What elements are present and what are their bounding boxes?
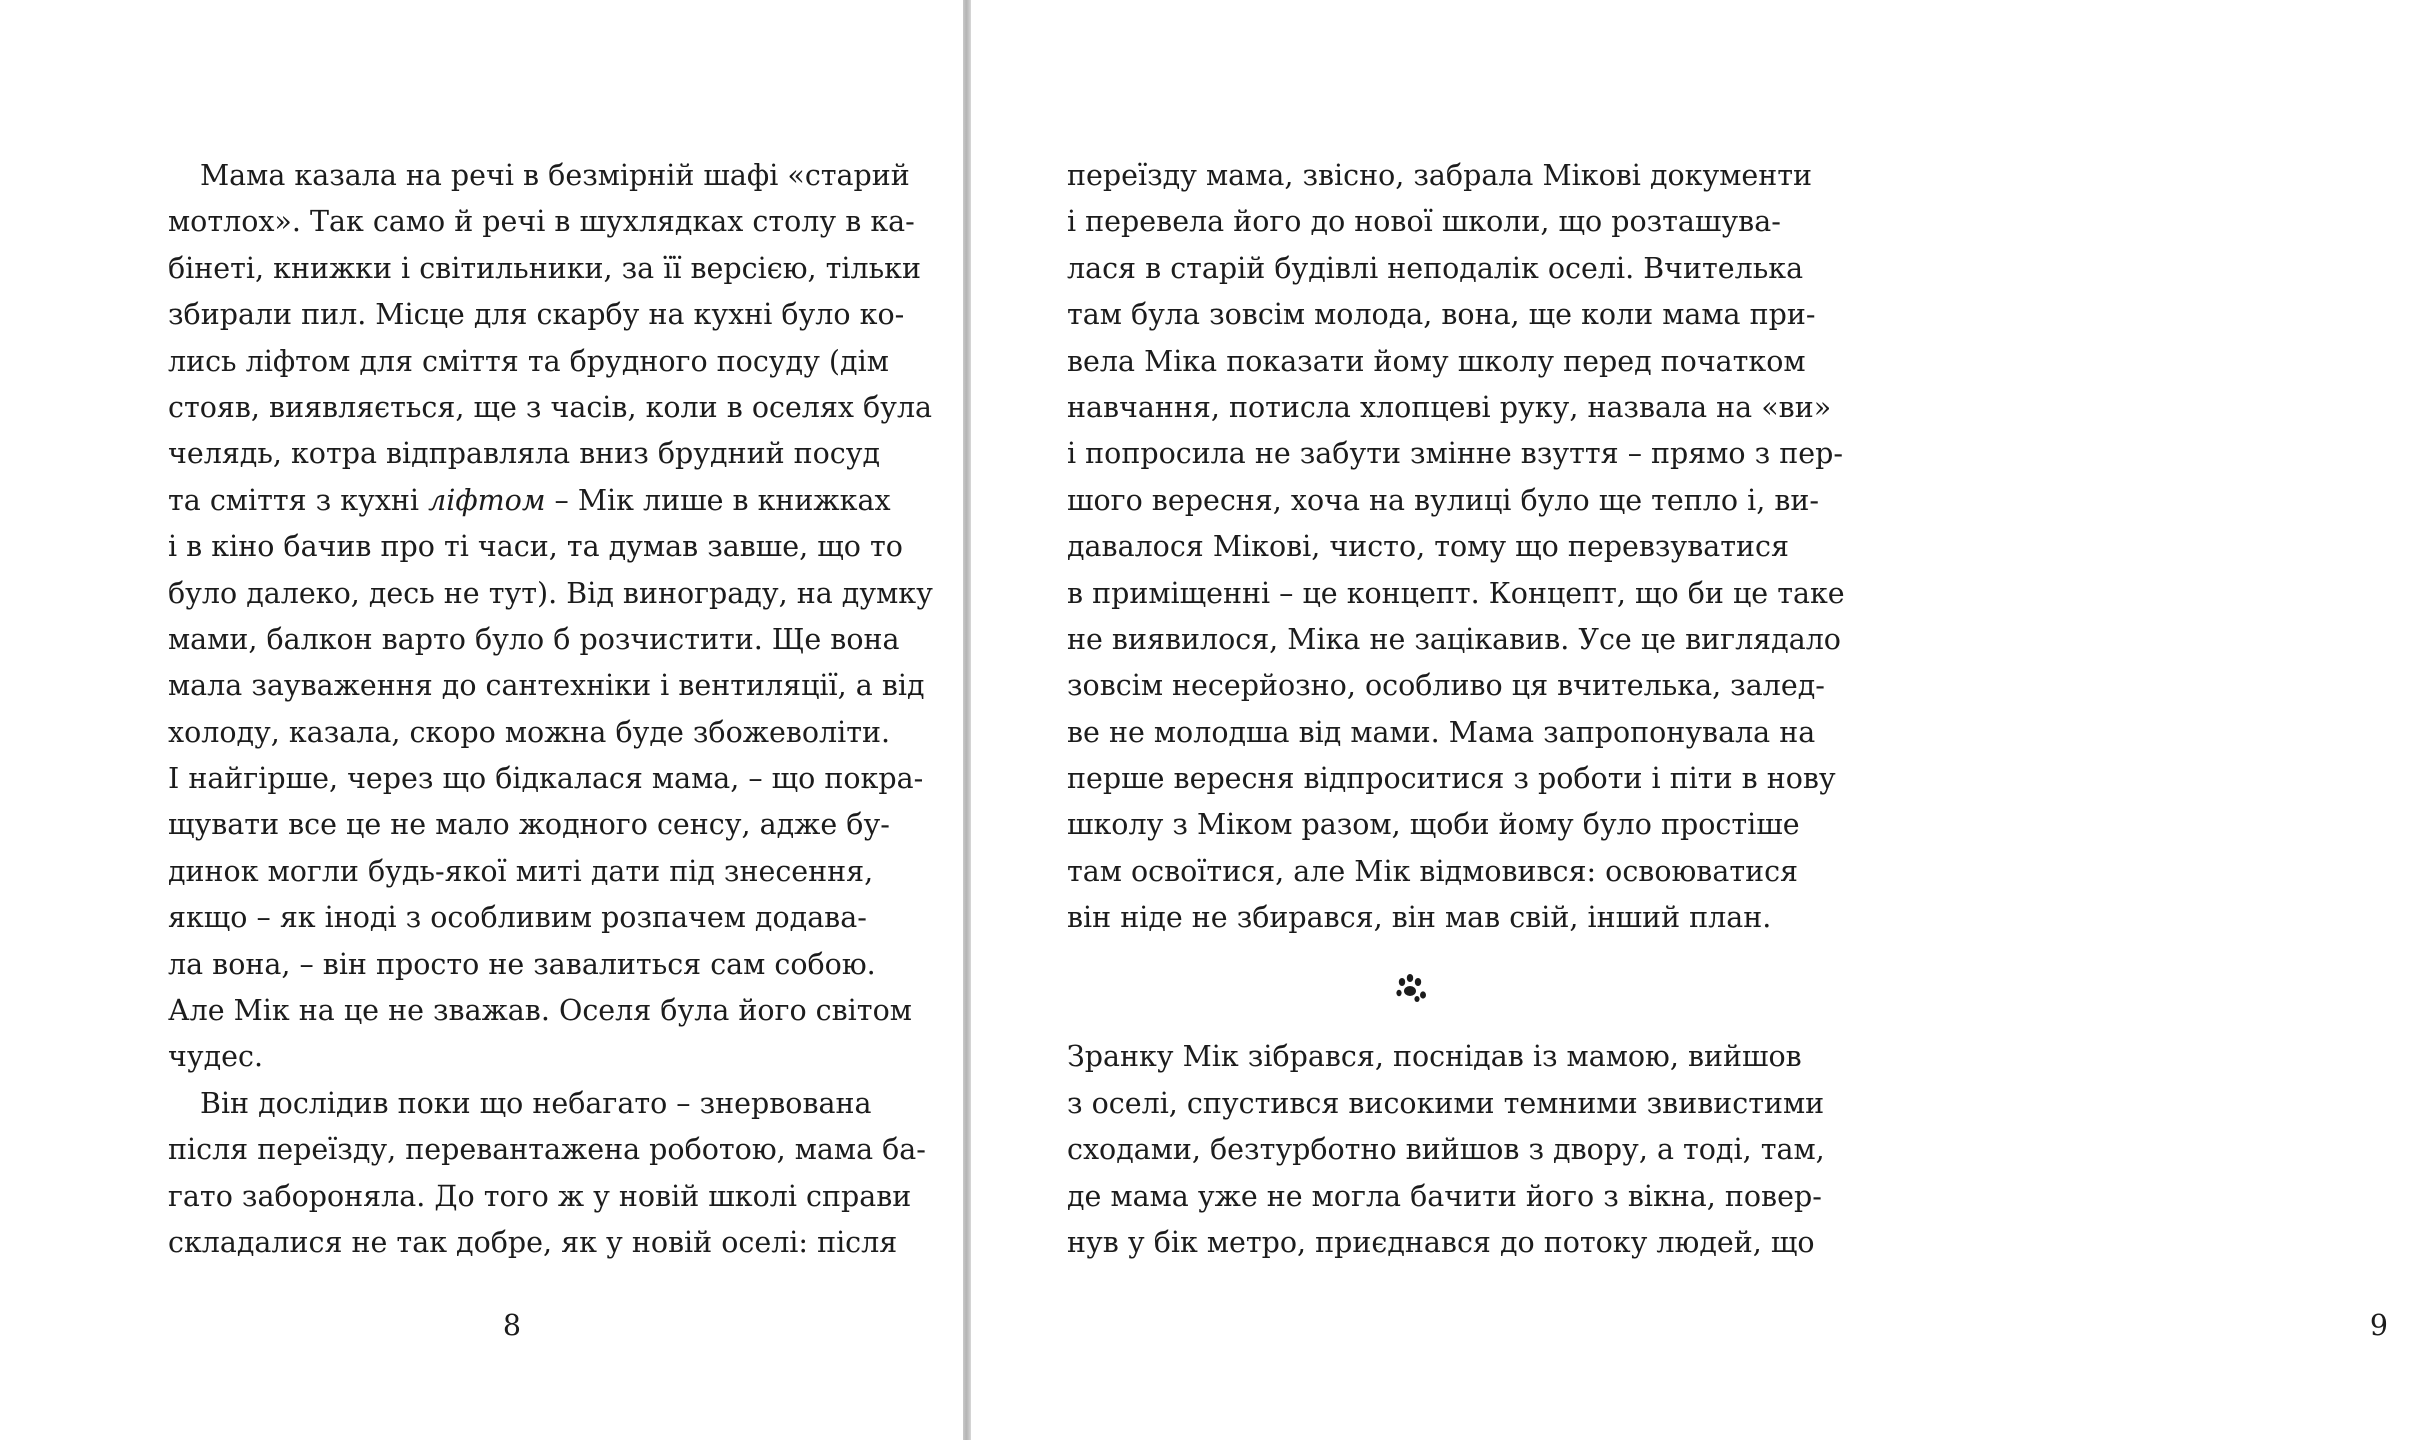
text-line: мами, балкон варто було б розчистити. Ще вона bbox=[168, 622, 900, 656]
text-line: з оселі, спустився високими темними звивистими bbox=[1067, 1086, 1825, 1120]
text-line: Мама казала на речі в безмірній шафі «старий bbox=[200, 159, 910, 192]
text-line: Він дослідив поки що небагато – знервована bbox=[200, 1086, 872, 1120]
text-line: холоду, казала, скоро можна буде збожеволіти. bbox=[168, 715, 891, 749]
text-line: динок могли будь-якої миті дати під знесення, bbox=[168, 854, 874, 888]
text-line: лася в старій будівлі неподалік оселі. Вчителька bbox=[1067, 251, 1804, 285]
text-line: ве не молодша від мами. Мама запропонувала на bbox=[1067, 715, 1816, 749]
text-line: та сміття з кухні ліфтом – Мік лише в книжках bbox=[168, 483, 891, 517]
text-line: зовсім несерйозно, особливо ця вчителька, залед- bbox=[1067, 669, 1825, 703]
text-line: де мама уже не могла бачити його з вікна, повер- bbox=[1067, 1179, 1822, 1213]
text-line: гато забороняла. До того ж у новій школі справи bbox=[168, 1179, 912, 1213]
text-line: школу з Міком разом, щоби йому було простіше bbox=[1067, 808, 1800, 842]
text-line: мала зауваження до сантехніки і вентиляції, а від bbox=[168, 669, 925, 703]
text-line: і перевела його до нової школи, що розташува- bbox=[1067, 205, 1781, 239]
paw-print-icon bbox=[1393, 973, 1429, 1003]
text-line: Зранку Мік зібрався, поснідав із мамою, вийшов bbox=[1067, 1040, 1802, 1074]
text-line: в приміщенні – це концепт. Концепт, що би це таке bbox=[1067, 576, 1845, 610]
text-line: бінеті, книжки і світильники, за її версією, тільки bbox=[168, 251, 921, 285]
text-line: було далеко, десь не тут). Від винограду, на думку bbox=[168, 576, 933, 610]
text-line: давалося Мікові, чисто, тому що перевзуватися bbox=[1067, 530, 1789, 564]
text-line: збирали пил. Місце для скарбу на кухні було ко- bbox=[168, 298, 905, 332]
text-line: і попросила не забути змінне взуття – прямо з пер- bbox=[1067, 437, 1843, 471]
text-line: лись ліфтом для сміття та брудного посуду (дім bbox=[168, 344, 889, 378]
text-line: сходами, безтурботно вийшов з двору, а тоді, там, bbox=[1067, 1133, 1825, 1167]
text-line: стояв, виявляється, ще з часів, коли в оселях була bbox=[168, 390, 933, 424]
text-line: там була зовсім молода, вона, ще коли мама при- bbox=[1067, 298, 1816, 332]
text-line: Але Мік на це не зважав. Оселя була його світом bbox=[168, 994, 912, 1028]
text-line: навчання, потисла хлопцеві руку, назвала на «ви» bbox=[1067, 390, 1832, 424]
section-break bbox=[1067, 942, 1755, 1035]
book-gutter bbox=[963, 0, 971, 1440]
left-page-text bbox=[168, 153, 933, 1266]
text-line: нув у бік метро, приєднався до потоку людей, що bbox=[1067, 1226, 1815, 1259]
text-line: складалися не так добре, як у новій оселі: після bbox=[168, 1225, 898, 1259]
text-line: ла вона, – він просто не завалиться сам собою. bbox=[168, 947, 876, 981]
page-number: 8 bbox=[502, 1309, 522, 1342]
text-line: вела Міка показати йому школу перед початком bbox=[1067, 344, 1806, 378]
page-number: 9 bbox=[2369, 1309, 2389, 1342]
text-line: І найгірше, через що бідкалася мама, – що покра- bbox=[168, 762, 924, 796]
left-page bbox=[0, 0, 963, 1440]
text-line: чудес. bbox=[168, 1040, 264, 1074]
text-line: мотлох». Так само й речі в шухлядках столу в ка- bbox=[168, 205, 915, 239]
text-line: там освоїтися, але Мік відмовився: освоюватися bbox=[1067, 854, 1799, 888]
text-line: челядь, котра відправляла вниз брудний посуд bbox=[168, 437, 881, 471]
text-line: шого вересня, хоча на вулиці було ще тепло і, ви- bbox=[1067, 483, 1819, 517]
text-line: переїзду мама, звісно, забрала Мікові документи bbox=[1067, 159, 1813, 192]
text-line: не виявилося, Міка не зацікавив. Усе це виглядало bbox=[1067, 622, 1841, 656]
text-line: і в кіно бачив про ті часи, та думав завше, що то bbox=[168, 530, 903, 564]
text-line: перше вересня відпроситися з роботи і піти в нову bbox=[1067, 762, 1836, 796]
text-line: він ніде не збирався, він мав свій, інший план. bbox=[1067, 901, 1772, 935]
text-line: якщо – як іноді з особливим розпачем додава- bbox=[168, 901, 867, 935]
text-line: щувати все це не мало жодного сенсу, адже бу- bbox=[168, 808, 890, 842]
text-line: після переїзду, перевантажена роботою, мама ба- bbox=[168, 1133, 926, 1167]
right-page-text bbox=[1067, 153, 1845, 1266]
